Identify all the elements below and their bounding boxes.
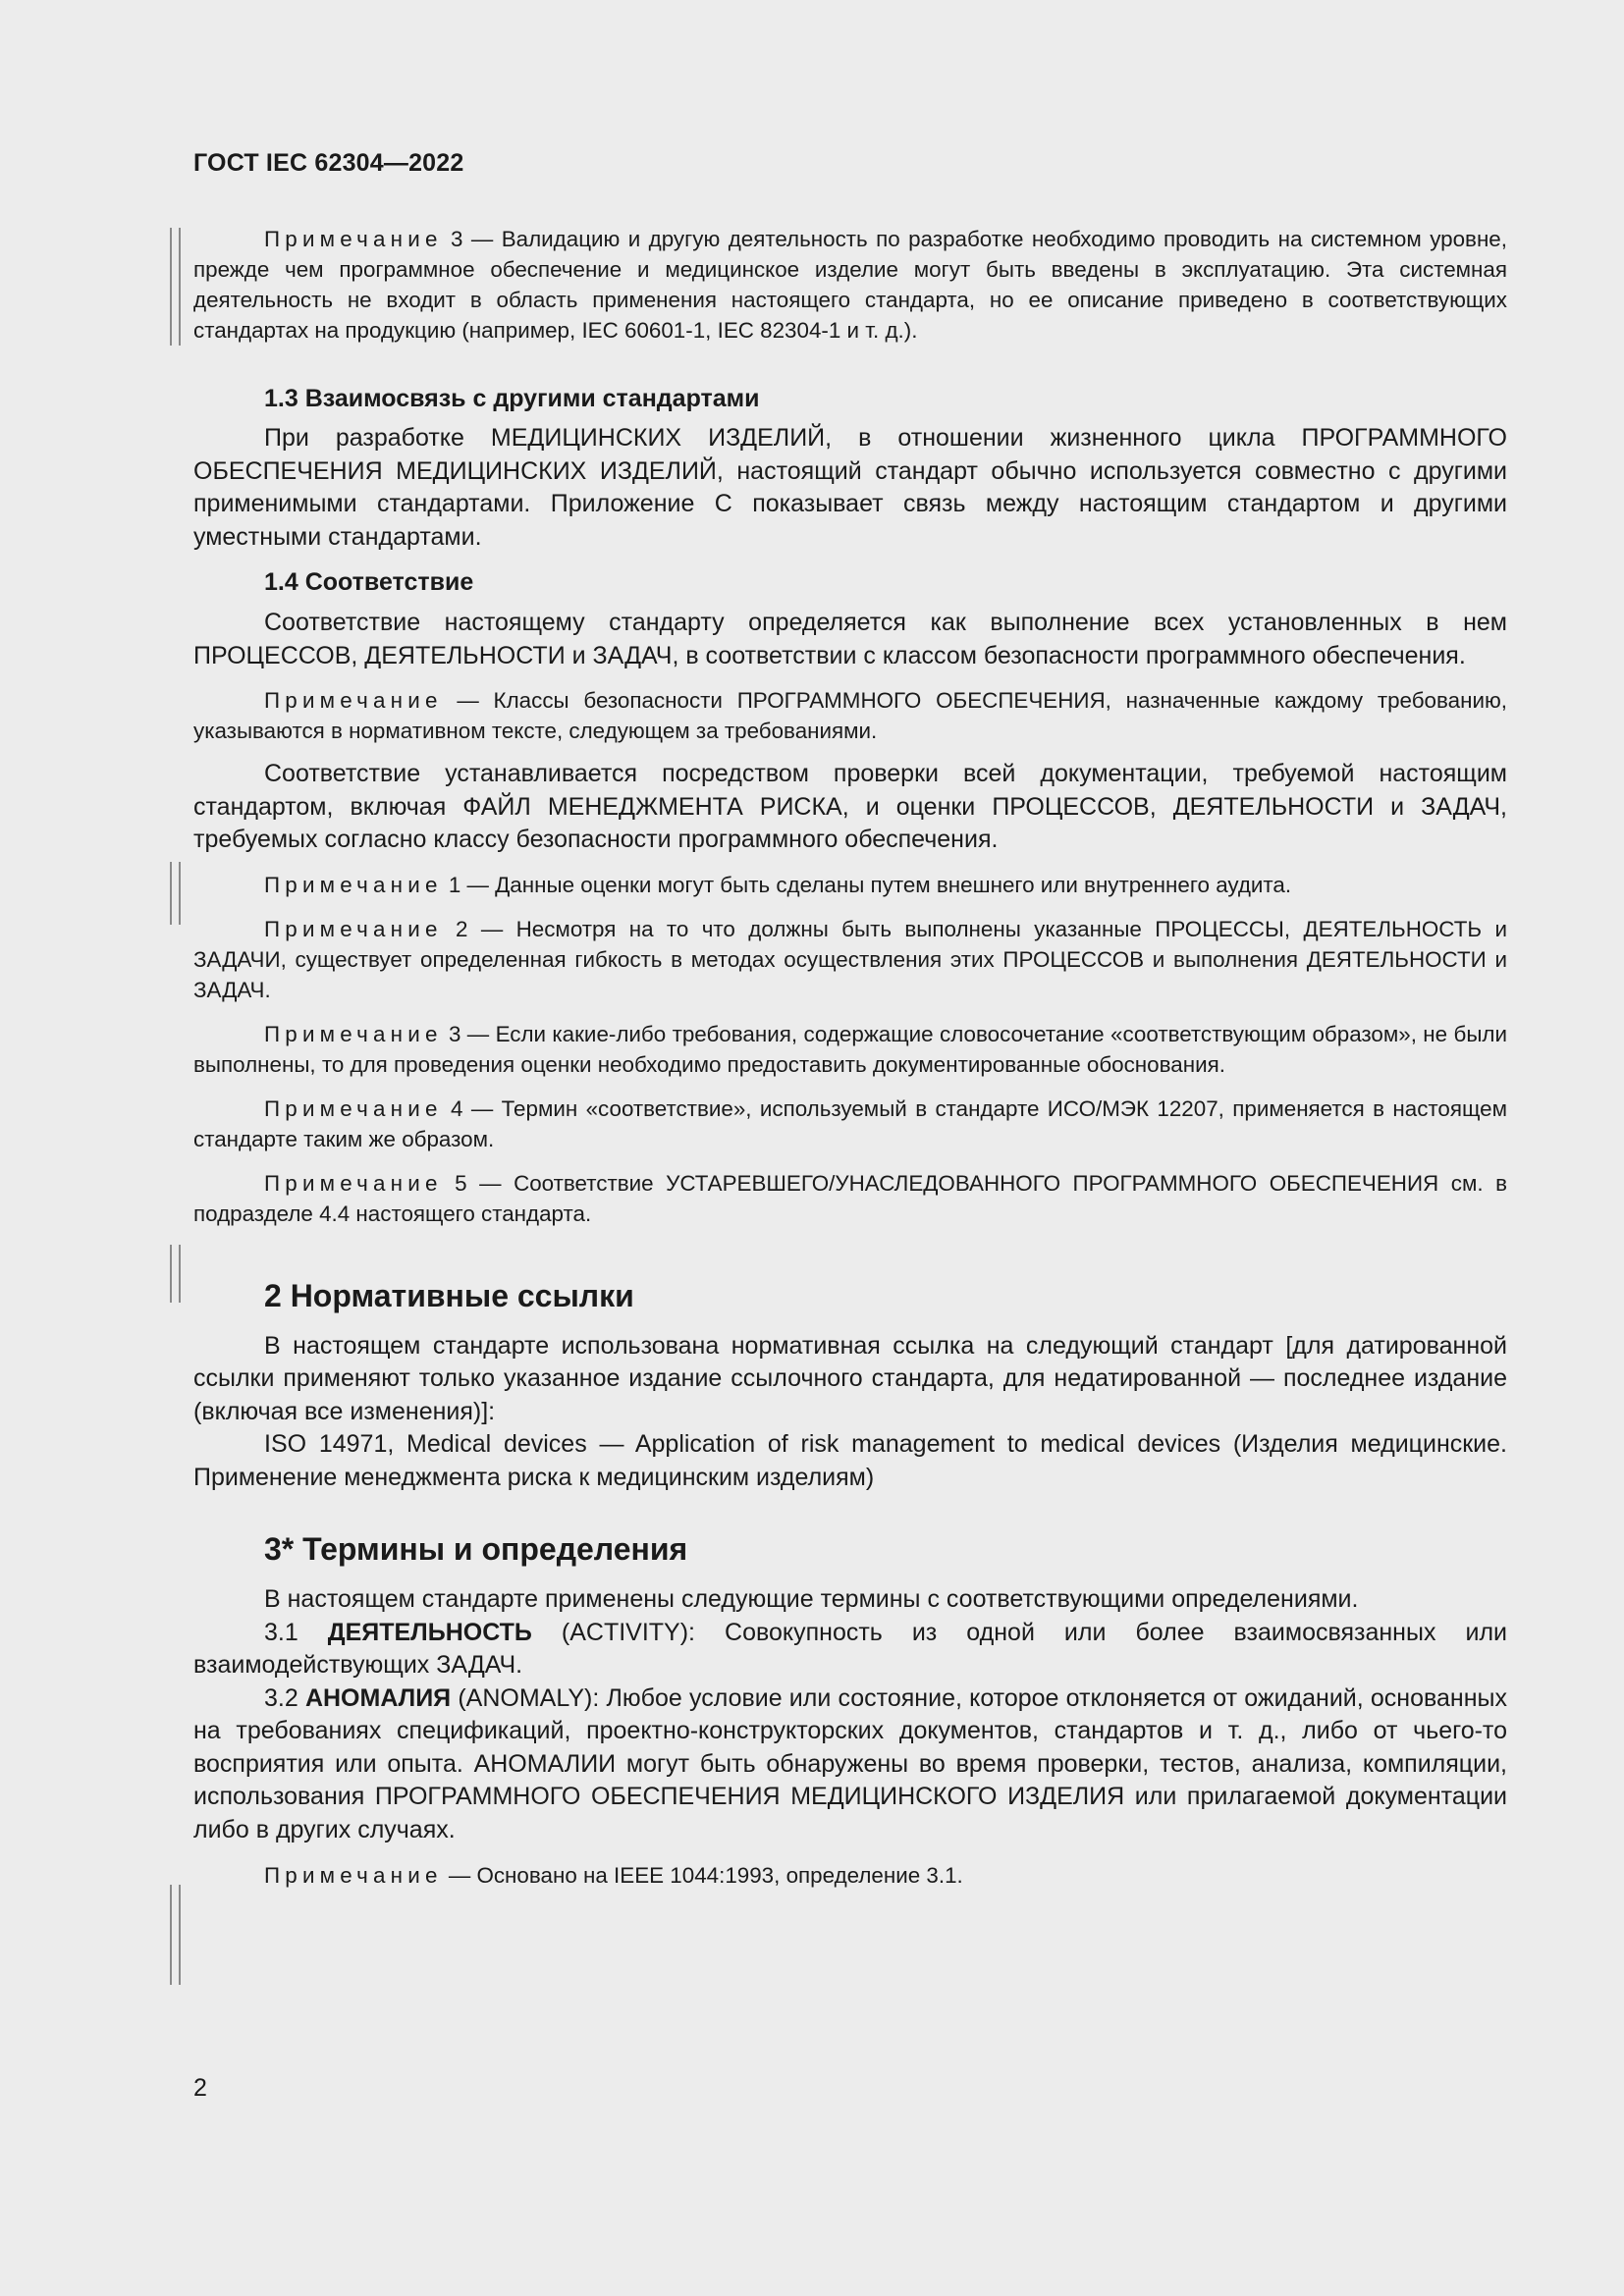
note-paragraph: Примечание 4 — Термин «соответствие», используемый в стандарте ИСО/МЭК 12207, применяется в настоящем стандарте таким же образом. xyxy=(193,1095,1507,1151)
note-paragraph: Примечание — Основано на IEEE 1044:1993, определение 3.1. xyxy=(264,1863,963,1888)
note-label: Примечание xyxy=(264,227,443,251)
note-label: Примечание xyxy=(264,688,443,713)
document-body xyxy=(193,224,1507,1891)
section-heading-2: 2 Нормативные ссылки xyxy=(264,1277,634,1313)
section-heading-3: 3* Термины и определения xyxy=(264,1531,688,1567)
body-paragraph: В настоящем стандарте применены следующие термины с соответствующими определениями. xyxy=(264,1585,1359,1613)
term-name: ДЕЯТЕЛЬНОСТЬ xyxy=(327,1618,532,1646)
note-paragraph: Примечание 2 — Несмотря на то что должны быть выполнены указанные ПРОЦЕССЫ, ДЕЯТЕЛЬНОСТЬ и ЗАДАЧИ, существует определенная гибкость в методах осуществления этих ПРОЦЕССОВ и выполнения ДЕЯТЕЛЬНОСТИ и ЗАДАЧ. xyxy=(193,916,1507,1002)
note-label: Примечание xyxy=(264,1021,443,1046)
note-paragraph: Примечание — Классы безопасности ПРОГРАММНОГО ОБЕСПЕЧЕНИЯ, назначенные каждому требованию, указываются в нормативном тексте, следующем за требованиями. xyxy=(193,688,1507,743)
normative-reference: ISO 14971, Medical devices — Application of risk management to medical devices (Изделия медицинские. Применение менеджмента риска к медицинским изделиям) xyxy=(193,1430,1507,1491)
note-label: Примечание xyxy=(264,1170,443,1196)
document-header: ГОСТ IEC 62304—2022 xyxy=(193,149,464,177)
note-label: Примечание xyxy=(264,1095,443,1121)
section-heading-1-4: 1.4 Соответствие xyxy=(264,568,474,596)
revision-bar xyxy=(170,1245,181,1303)
note-paragraph: Примечание 3 — Валидацию и другую деятельность по разработке необходимо проводить на системном уровне, прежде чем программное обеспечение и медицинское изделие могут быть введены в эксплуатацию. Эта системная деятельность не входит в область применения настоящего стандарта, но ее описание приведено в соответствующих стандартах на продукцию (например, IEC 60601-1, IEC 82304-1 и т. д.). xyxy=(193,227,1507,343)
note-label: Примечание xyxy=(264,916,443,941)
note-paragraph: Примечание 3 — Если какие-либо требования, содержащие словосочетание «соответствующим образом», не были выполнены, то для проведения оценки необходимо предоставить документированные обоснования. xyxy=(193,1021,1507,1077)
note-label: Примечание xyxy=(264,872,443,897)
term-name: АНОМАЛИЯ xyxy=(304,1683,452,1712)
body-paragraph: Соответствие устанавливается посредством проверки всей документации, требуемой настоящим стандартом, включая ФАЙЛ МЕНЕДЖМЕНТА РИСКА, и оценки ПРОЦЕССОВ, ДЕЯТЕЛЬНОСТИ и ЗАДАЧ, требуемых согласно классу безопасности программного обеспечения. xyxy=(193,760,1507,853)
note-paragraph: Примечание 5 — Соответствие УСТАРЕВШЕГО/УНАСЛЕДОВАННОГО ПРОГРАММНОГО ОБЕСПЕЧЕНИЯ см. в подразделе 4.4 настоящего стандарта. xyxy=(193,1170,1507,1226)
note-paragraph: Примечание 1 — Данные оценки могут быть сделаны путем внешнего или внутреннего аудита. xyxy=(264,872,1292,897)
revision-bar xyxy=(170,228,181,346)
body-paragraph: Соответствие настоящему стандарту определяется как выполнение всех установленных в нем ПРОЦЕССОВ, ДЕЯТЕЛЬНОСТИ и ЗАДАЧ, в соответствии с классом безопасности программного обеспечения. xyxy=(193,609,1507,669)
body-paragraph: При разработке МЕДИЦИНСКИХ ИЗДЕЛИЙ, в отношении жизненного цикла ПРОГРАММНОГО ОБЕСПЕЧЕНИЯ МЕДИЦИНСКИХ ИЗДЕЛИЙ, настоящий стандарт обычно используется совместно с другими применимыми стандартами. Приложение С показывает связь между настоящим стандартом и другими уместными стандартами. xyxy=(193,424,1507,551)
revision-bar xyxy=(170,862,181,925)
term-definition: 3.2 АНОМАЛИЯ (ANOMALY): Любое условие или состояние, которое отклоняется от ожиданий, основанных на требованиях спецификаций, проектно-конструкторских документов, стандартов и т. д., либо от чьего-то восприятия или опыта. АНОМАЛИИ могут быть обнаружены во время проверки, тестов, анализа, компиляции, использования ПРОГРАММНОГО ОБЕСПЕЧЕНИЯ МЕДИЦИНСКОГО ИЗДЕЛИЯ или прилагаемой документации либо в других случаях. xyxy=(193,1683,1507,1843)
revision-bar xyxy=(170,1885,181,1985)
term-definition: 3.1 ДЕЯТЕЛЬНОСТЬ (ACTIVITY): Совокупность из одной или более взаимосвязанных или взаимодействующих ЗАДАЧ. xyxy=(193,1618,1507,1679)
body-paragraph: В настоящем стандарте использована нормативная ссылка на следующий стандарт [для датированной ссылки применяют только указанное издание ссылочного стандарта, для недатированной — последнее издание (включая все изменения)]: xyxy=(193,1331,1507,1425)
page-number: 2 xyxy=(193,2074,207,2102)
section-heading-1-3: 1.3 Взаимосвязь с другими стандартами xyxy=(264,385,760,412)
note-label: Примечание xyxy=(264,1863,443,1888)
